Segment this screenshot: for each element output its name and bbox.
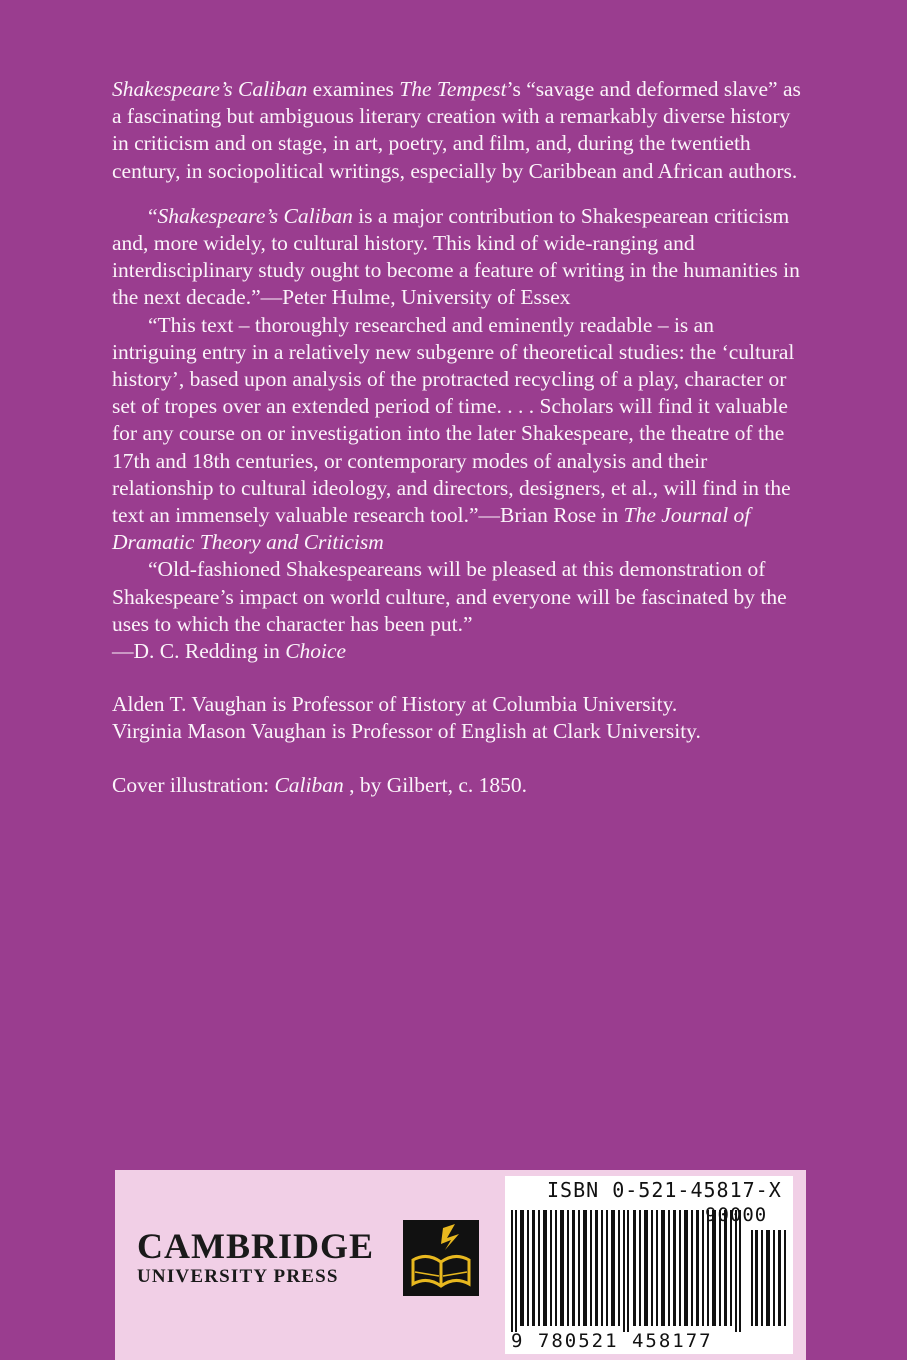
intro-paragraph: Shakespeare’s Caliban examines The Tempest’s “savage and deformed slave” as a fascinating but ambiguous literary creation with a remarkably diverse history in criticism and on stage, in art, poetry, and film, and, during the twentieth century, in sociopolitical writings, especially by Caribbean and African authors. [112, 77, 801, 183]
cover-illustration-credit: Cover illustration: Caliban , by Gilbert, c. 1850. [112, 772, 528, 797]
review-quote-redding: “Old-fashioned Shakespeareans will be pleased at this demonstration of Shakespeare’s impact on world culture, and everyone will be fascinated by the uses to which the character has been put.” —D. C. Redding in Choice [112, 557, 787, 664]
publisher-name: CAMBRIDGE [137, 1226, 375, 1266]
publisher-wordmark [137, 1228, 374, 1288]
review-quote-hulme: “Shakespeare’s Caliban is a major contribution to Shakespearean criticism and, more widely, to cultural history. This kind of wide-ranging and interdisciplinary study ought to become a feature of writing in the humanities in the next decade.”—Peter Hulme, University of Essex [112, 203, 800, 310]
open-book-crest-icon [403, 1220, 479, 1296]
publisher-subtitle: UNIVERSITY PRESS [137, 1266, 339, 1287]
publisher-panel [115, 1170, 806, 1360]
price-code: 90000 [705, 1204, 768, 1226]
review-quote-rose: “This text – thoroughly researched and eminently readable – is an intriguing entry in a relatively new subgenre of theoretical studies: the ‘cultural history’, based upon analysis of the protracted recycling of a play, character or set of tropes over an extended period of time. . . . Scholars will find it valuable for any course on or investigation into the later Shakespeare, the theatre of the 17th and 18th centuries, or contemporary modes of analysis and their relationship to cultural ideology, and directors, designers, et al., will find in the text an immensely valuable research tool.”—Brian Rose in The Journal of Dramatic Theory and Criticism [112, 312, 795, 555]
isbn-label: ISBN 0-521-45817-X [547, 1178, 782, 1202]
book-title: Shakespeare’s Caliban [112, 77, 308, 101]
ean-number: 9 780521 458177 [511, 1330, 713, 1352]
author-bios: Alden T. Vaughan is Professor of History at Columbia University. Virginia Mason Vaughan is Professor of English at Clark University. [112, 692, 701, 744]
isbn-barcode [505, 1176, 793, 1354]
play-title: The Tempest [399, 77, 507, 101]
back-cover-blurb [112, 76, 802, 799]
